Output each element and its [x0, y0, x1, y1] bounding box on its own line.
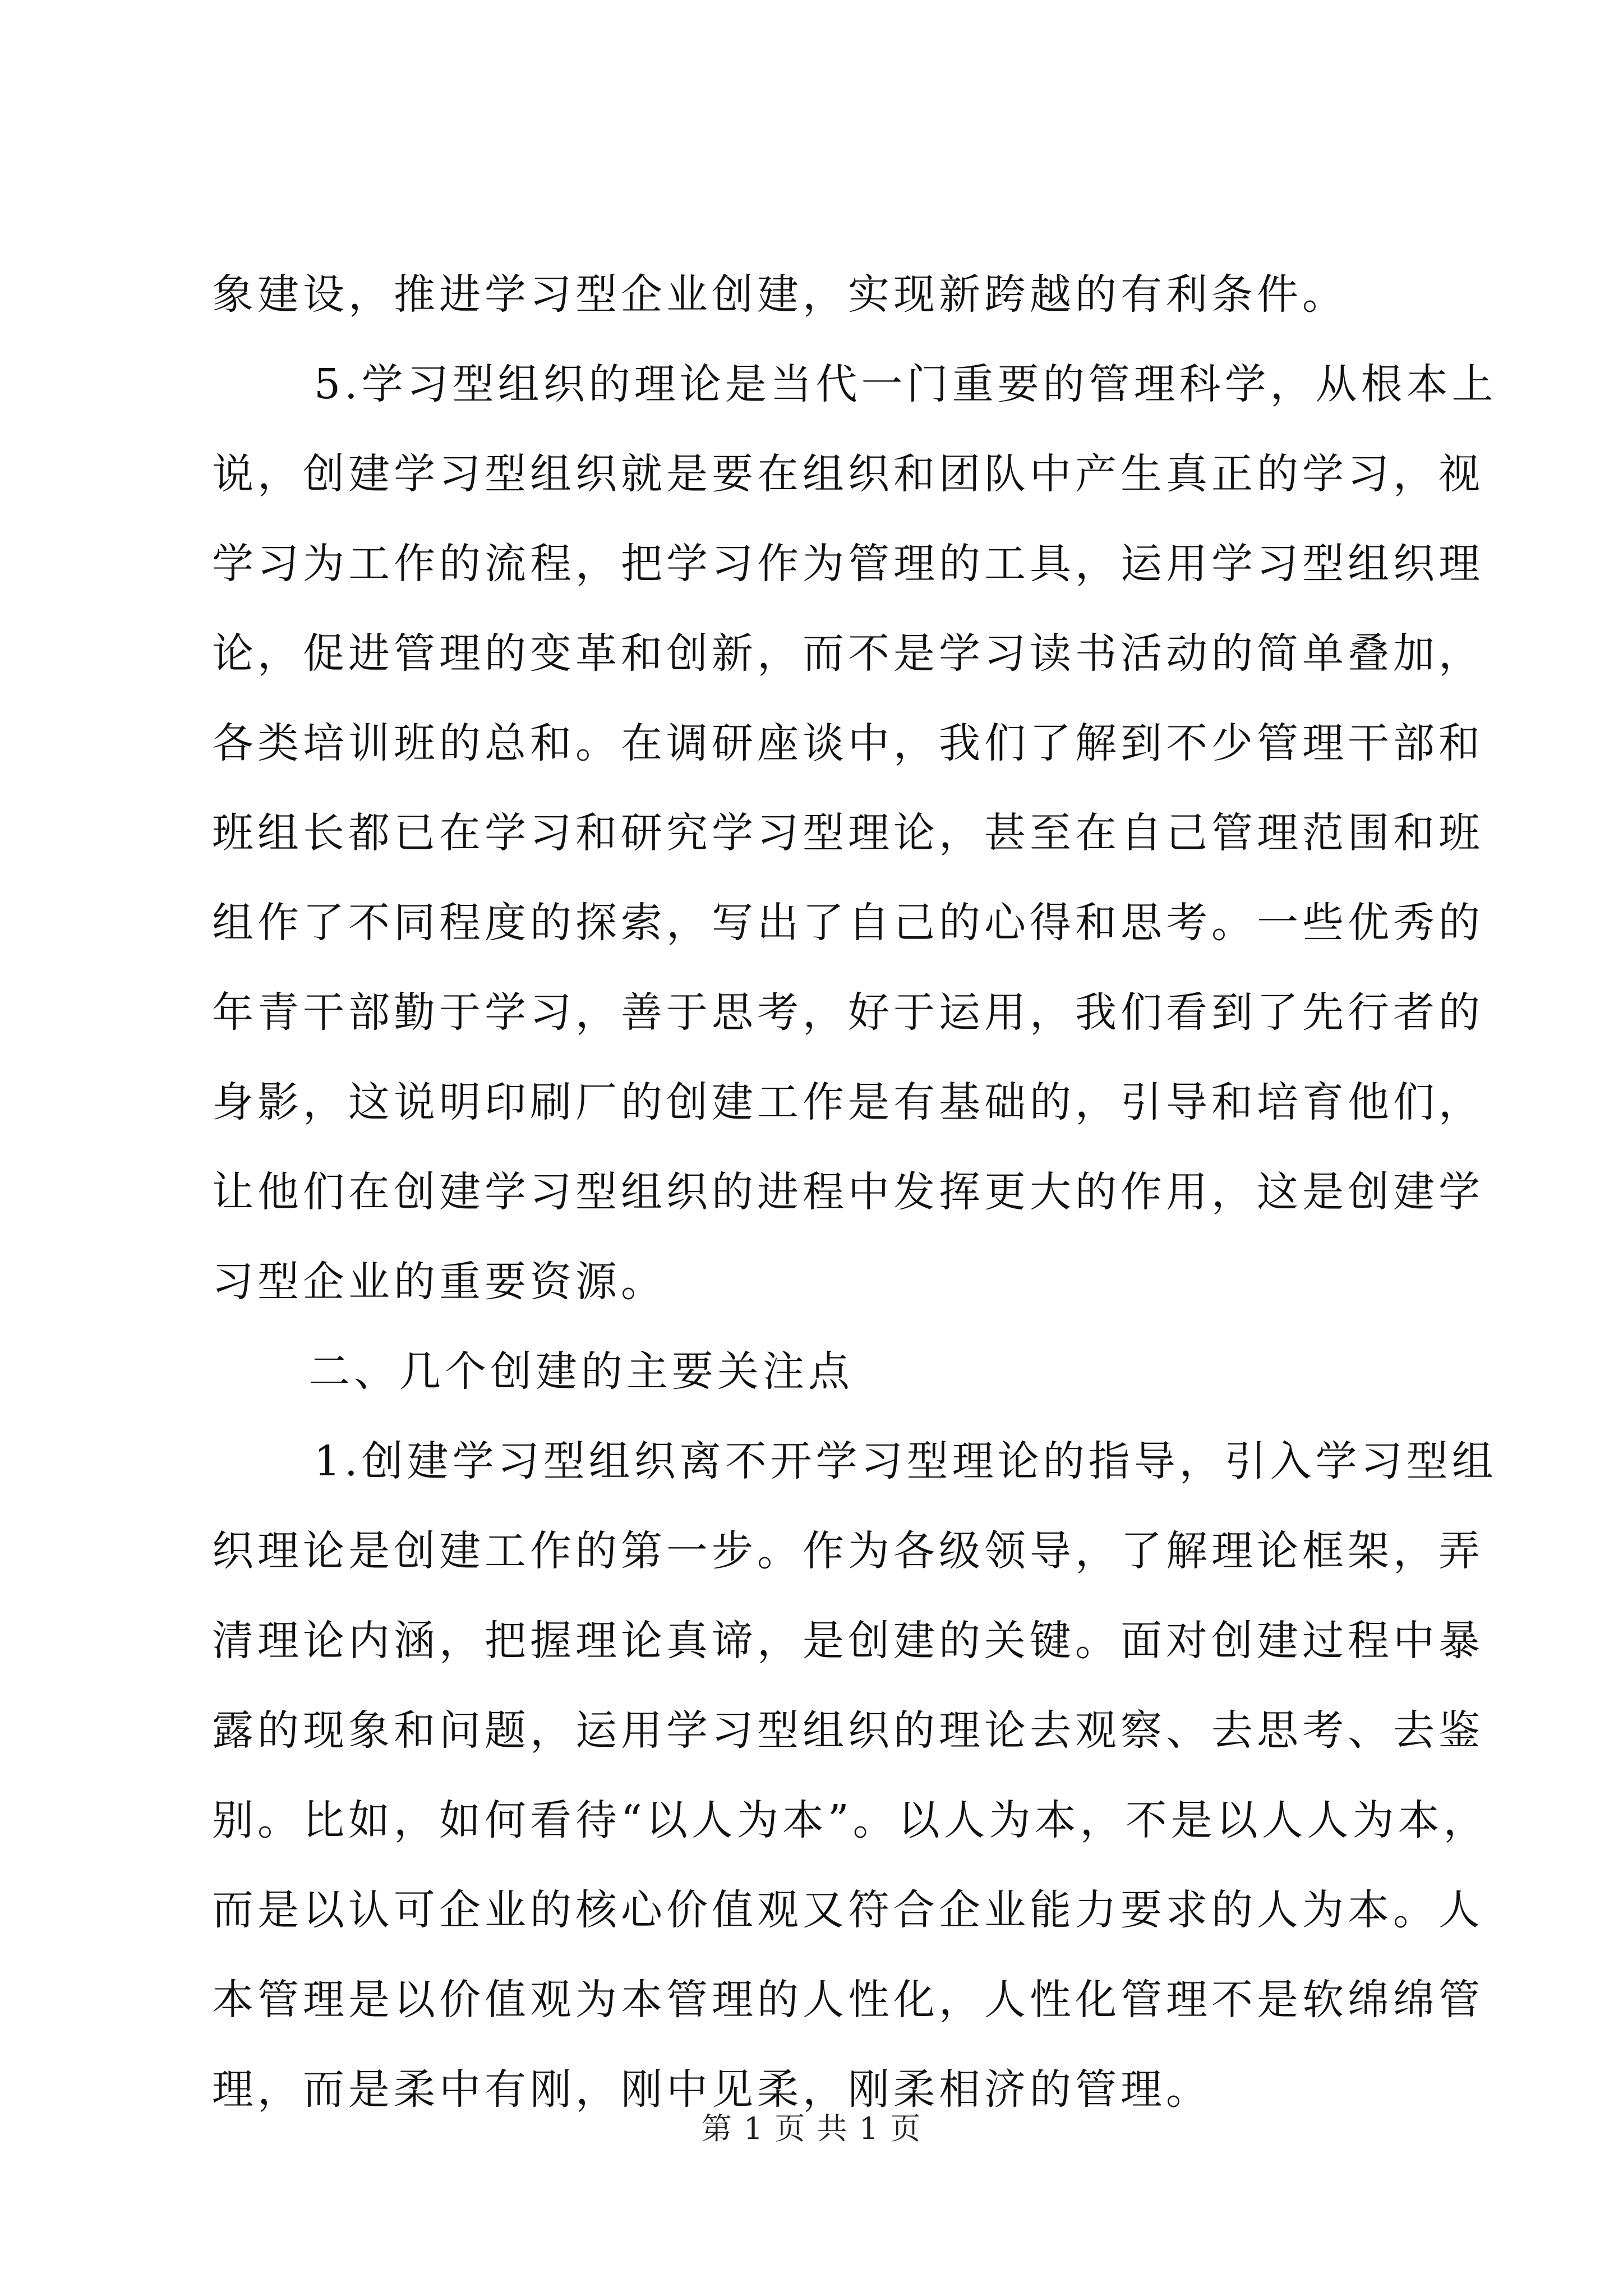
- section-heading: 二、几个创建的主要关注点: [308, 1347, 854, 1396]
- paragraph-1-first-line: 1.创建学习型组织离不开学习型理论的指导，引入学习型组: [314, 1437, 1497, 1485]
- body-line: 别。比如，如何看待“以人为本”。以人为本，不是以人人为本，: [212, 1796, 1489, 1844]
- body-line: 习型企业的重要资源。: [212, 1258, 666, 1306]
- body-line: 织理论是创建工作的第一步。作为各级领导，了解理论框架，弄: [212, 1527, 1484, 1575]
- body-line: 学习为工作的流程，把学习作为管理的工具，运用学习型组织理: [212, 540, 1484, 588]
- page-footer: 第 1 页 共 1 页: [701, 2111, 922, 2146]
- body-line: 各类培训班的总和。在调研座谈中，我们了解到不少管理干部和: [212, 719, 1484, 767]
- body-line: 象建设，推进学习型企业创建，实现新跨越的有利条件。: [212, 270, 1348, 319]
- body-line: 露的现象和问题，运用学习型组织的理论去观察、去思考、去鉴: [212, 1706, 1484, 1755]
- body-line: 班组长都已在学习和研究学习型理论，甚至在自己管理范围和班: [212, 809, 1484, 857]
- body-line: 年青干部勤于学习，善于思考，好于运用，我们看到了先行者的: [212, 988, 1484, 1037]
- body-line: 本管理是以价值观为本管理的人性化，人性化管理不是软绵绵管: [212, 1976, 1484, 2024]
- body-line: 让他们在创建学习型组织的进程中发挥更大的作用，这是创建学: [212, 1168, 1484, 1216]
- body-line: 清理论内涵，把握理论真谛，是创建的关键。面对创建过程中暴: [212, 1617, 1484, 1665]
- body-line: 理，而是柔中有刚，刚中见柔，刚柔相济的管理。: [212, 2065, 1211, 2114]
- paragraph-5-first-line: 5.学习型组织的理论是当代一门重要的管理科学，从根本上: [314, 360, 1497, 408]
- body-line: 身影，这说明印刷厂的创建工作是有基础的，引导和培育他们，: [212, 1078, 1484, 1126]
- body-line: 论，促进管理的变革和创新，而不是学习读书活动的简单叠加，: [212, 629, 1484, 678]
- body-line: 而是以认可企业的核心价值观又符合企业能力要求的人为本。人: [212, 1886, 1484, 1934]
- body-line: 组作了不同程度的探索，写出了自己的心得和思考。一些优秀的: [212, 899, 1484, 947]
- body-line: 说，创建学习型组织就是要在组织和团队中产生真正的学习，视: [212, 450, 1484, 498]
